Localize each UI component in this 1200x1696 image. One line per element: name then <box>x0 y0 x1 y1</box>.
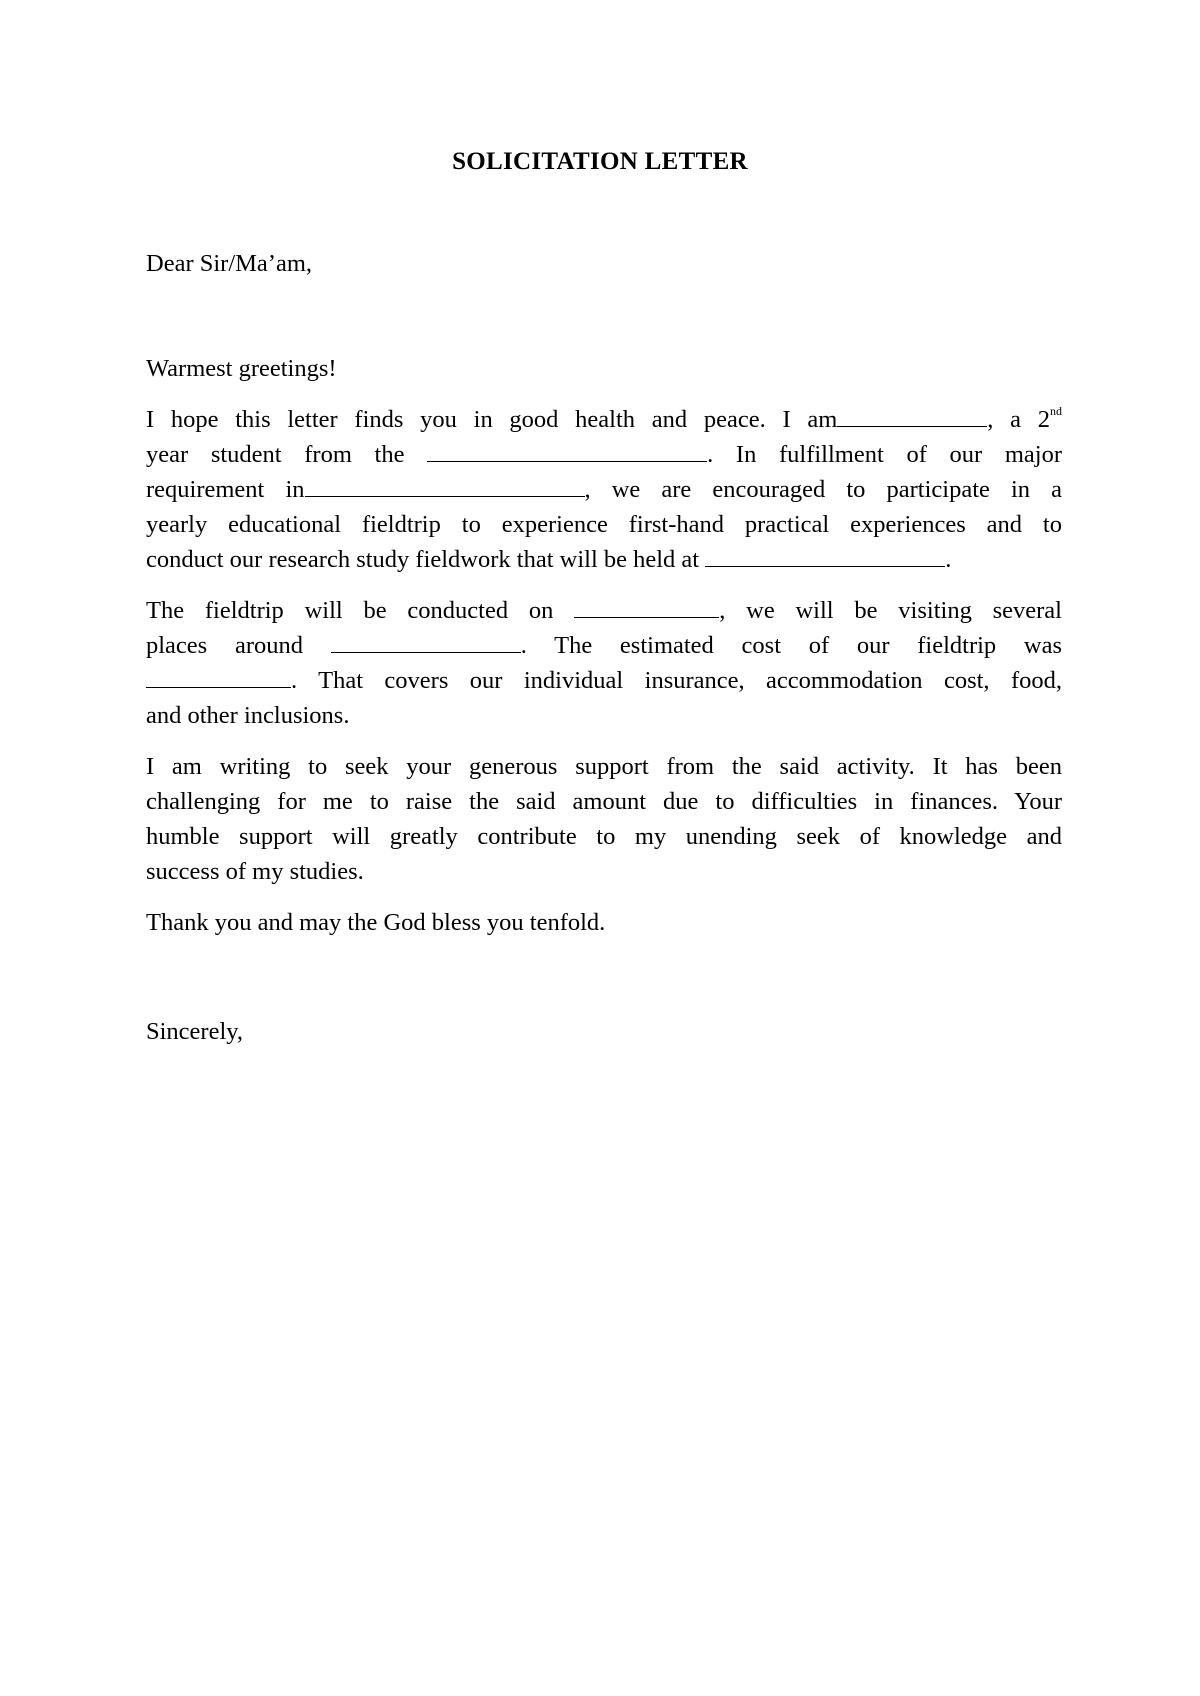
text-segment: . That covers our individual insurance, accommodation cost, food, <box>291 667 1062 694</box>
paragraph-3-line-2 <box>146 784 1062 819</box>
text-segment: year student from the <box>146 441 428 468</box>
text-segment: places around <box>146 632 331 659</box>
text-segment: . In fulfillment of our major <box>707 441 1062 468</box>
text-segment: challenging for me to raise the said amount due to difficulties in finances. Your <box>146 788 1062 815</box>
paragraph-2-line-3 <box>146 663 1062 698</box>
ordinal-superscript: nd <box>1050 404 1063 418</box>
text-segment: . The estimated cost of our fieldtrip was <box>520 632 1062 659</box>
school-blank <box>427 439 707 462</box>
greeting: Warmest greetings! <box>146 355 337 382</box>
date-blank <box>574 595 719 618</box>
text-segment: I am writing to seek your generous support from the said activity. It has been <box>146 753 1062 780</box>
text-segment: humble support will greatly contribute to my unending seek of knowledge and <box>146 823 1062 850</box>
places-blank <box>331 630 521 653</box>
thank-you-line: Thank you and may the God bless you tenfold. <box>146 909 606 936</box>
course-blank <box>305 474 585 497</box>
paragraph-4 <box>146 905 1062 940</box>
text-segment: The fieldtrip will be conducted on <box>146 597 575 624</box>
paragraph-1-line-5 <box>146 542 1062 577</box>
name-blank <box>837 404 987 427</box>
paragraph-1 <box>146 402 1062 577</box>
paragraph-1-line-1 <box>146 402 1062 437</box>
text-segment: , we are encouraged to participate in a <box>584 476 1062 503</box>
paragraph-1-line-2 <box>146 437 1062 472</box>
paragraph-2-line-4 <box>146 698 1062 733</box>
text-segment: requirement in <box>146 476 305 503</box>
letter-title: SOLICITATION LETTER <box>452 148 748 175</box>
paragraph-1-line-3 <box>146 472 1062 507</box>
text-segment: . <box>945 546 952 573</box>
paragraph-3 <box>146 749 1062 889</box>
paragraph-1-line-4 <box>146 507 1062 542</box>
cost-blank <box>146 665 291 688</box>
text-segment: success of my studies. <box>146 858 364 885</box>
paragraph-3-line-1 <box>146 749 1062 784</box>
text-segment: , a 2 <box>987 406 1051 433</box>
text-segment: conduct our research study fieldwork that will be held at <box>146 546 706 573</box>
salutation: Dear Sir/Ma’am, <box>146 250 312 277</box>
paragraph-3-line-3 <box>146 819 1062 854</box>
venue-blank <box>705 544 945 567</box>
paragraph-2-line-1 <box>146 593 1062 628</box>
text-segment: yearly educational fieldtrip to experience first-hand practical experiences and to <box>146 511 1062 538</box>
text-segment: I hope this letter finds you in good health and peace. I am <box>146 406 838 433</box>
letter-body <box>146 402 1062 956</box>
paragraph-2-line-2 <box>146 628 1062 663</box>
text-segment: , we will be visiting several <box>719 597 1062 624</box>
closing: Sincerely, <box>146 1018 244 1045</box>
text-segment: and other inclusions. <box>146 702 350 729</box>
paragraph-3-line-4 <box>146 854 1062 889</box>
paragraph-2 <box>146 593 1062 733</box>
